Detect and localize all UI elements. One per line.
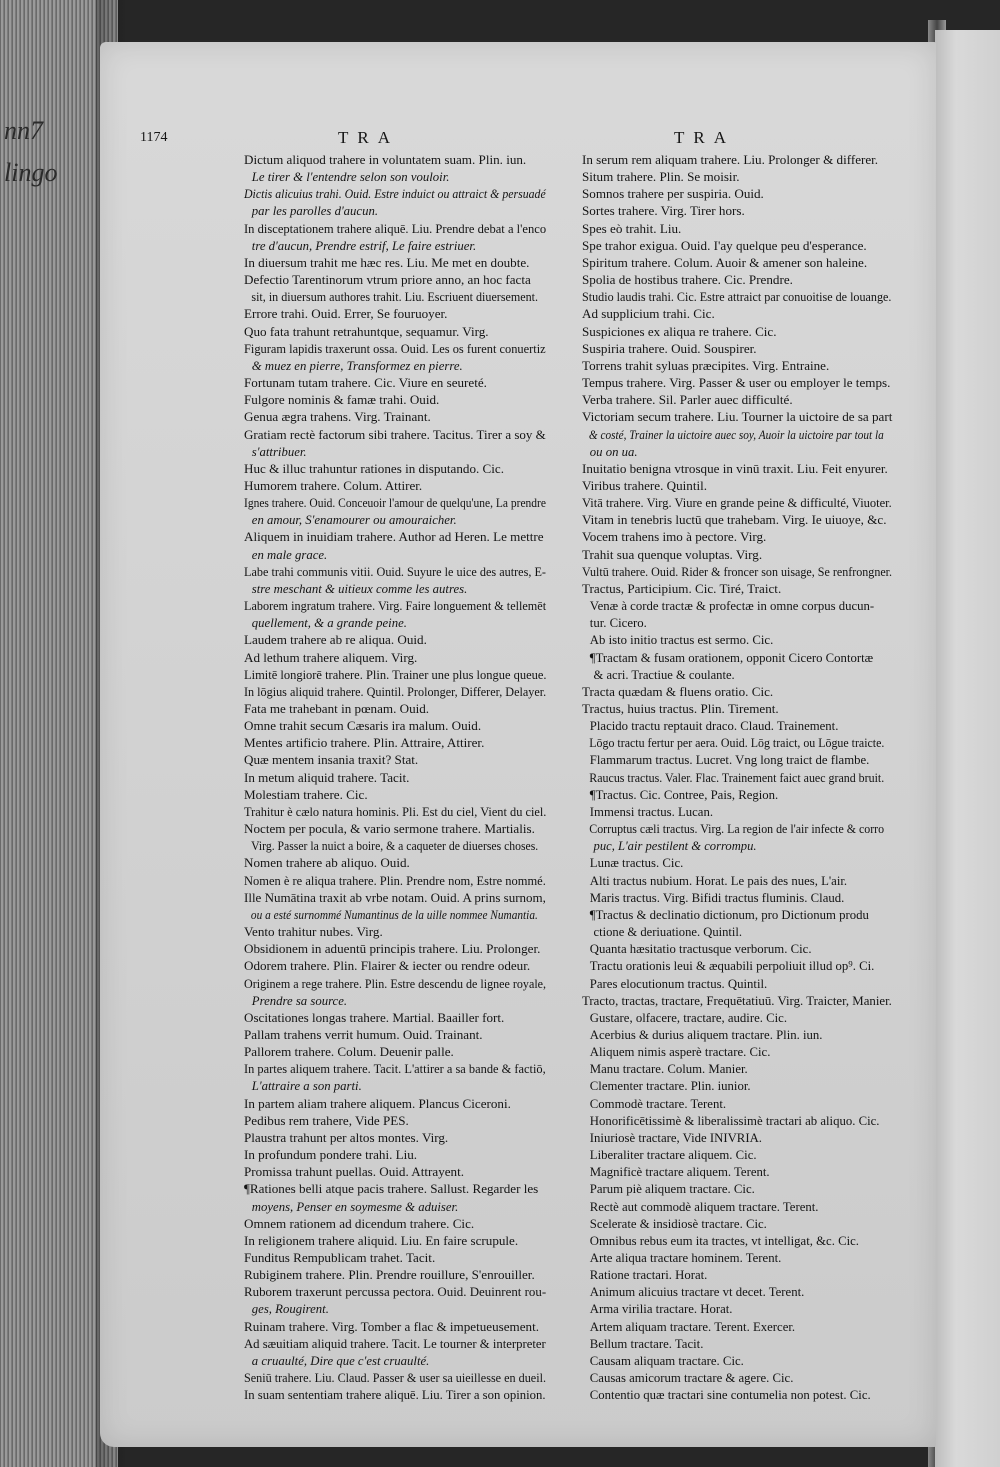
dictionary-line: Nomen trahere ab aliquo. Ouid. <box>244 855 410 871</box>
dictionary-line: Alti tractus nubium. Horat. Le pais des nues, L'air. <box>589 872 848 888</box>
dictionary-line: Iniuriosè tractare, Vide INIVRIA. <box>589 1129 762 1145</box>
header-left-keyword: TRA <box>338 128 399 147</box>
dictionary-line: ou a esté surnommé Numantinus de la uille nommee Numantia. <box>250 906 538 922</box>
dictionary-line: Magnificè tractare aliquem. Terent. <box>589 1164 770 1180</box>
dictionary-line: Maris tractus. Virg. Bifidi tractus fluminis. Claud. <box>589 889 845 905</box>
dictionary-line: Sortes trahere. Virg. Tirer hors. <box>582 203 745 219</box>
dictionary-line: stre meschant & uitieux comme les autres. <box>251 580 468 596</box>
dictionary-line: In profundum pondere trahi. Liu. <box>244 1147 418 1163</box>
dictionary-line: Vitā trahere. Virg. Viure en grande peine & difficulté, Viuoter. <box>582 495 892 511</box>
dictionary-line: ges, Rougirent. <box>251 1301 329 1317</box>
dictionary-line: Laborem ingratum trahere. Virg. Faire longuement & tellemēt <box>244 598 547 614</box>
dictionary-line: Suspiria trahere. Ouid. Souspirer. <box>582 340 757 356</box>
dictionary-line: Aliquem in inuidiam trahere. Author ad Heren. Le mettre <box>244 529 544 545</box>
dictionary-line: Arma virilia tractare. Horat. <box>589 1301 733 1317</box>
dictionary-line: Placido tractu reptauit draco. Claud. Trainement. <box>589 718 839 734</box>
dictionary-line: Fata me trahebant in pœnam. Ouid. <box>244 701 430 716</box>
dictionary-line: ou on ua. <box>589 443 638 459</box>
dictionary-line: Honorificētissimè & liberalissimè tractari ab aliquo. Cic. <box>589 1112 880 1128</box>
dictionary-line: Limitē longiorē trahere. Plin. Trainer une plus longue queue. <box>244 666 547 682</box>
dictionary-line: a cruaulté, Dire que c'est cruaulté. <box>251 1352 430 1368</box>
dictionary-line: tre d'aucun, Prendre estrif, Le faire estriuer. <box>251 237 477 253</box>
dictionary-line: ¶Tractam & fusam orationem, opponit Cicero Contortæ <box>589 649 874 665</box>
dictionary-line: Animum alicuius tractare vt decet. Terent. <box>589 1284 805 1300</box>
dictionary-line: Causam aliquam tractare. Cic. <box>589 1352 744 1368</box>
dictionary-line: Quanta hæsitatio tractusque verborum. Cic. <box>589 941 812 957</box>
dictionary-line: Flammarum tractus. Lucret. Vng long traict de flambe. <box>589 752 870 768</box>
dictionary-line: Venæ à corde tractæ & profectæ in omne corpus ducun- <box>589 598 875 614</box>
dictionary-line: Liberaliter tractare aliquem. Cic. <box>589 1147 757 1163</box>
dictionary-line: en male grace. <box>251 546 328 562</box>
dictionary-line: Artem aliquam tractare. Terent. Exercer. <box>589 1318 796 1334</box>
dictionary-line: Ad supplicium trahi. Cic. <box>582 306 715 322</box>
dictionary-line: tur. Cicero. <box>589 615 647 631</box>
dictionary-line: Aliquem nimis asperè tractare. Cic. <box>589 1044 771 1060</box>
dictionary-line: Nomen è re aliqua trahere. Plin. Prendre nom, Estre nommé. <box>244 872 546 888</box>
dictionary-line: Errore trahi. Ouid. Errer, Se fouruoyer. <box>244 306 448 322</box>
dictionary-line: Promissa trahunt puellas. Ouid. Attrayent. <box>244 1164 465 1180</box>
dictionary-line: Gratiam rectè factorum sibi trahere. Tacitus. Tirer a soy & <box>244 426 546 442</box>
dictionary-line: Omnem rationem ad dicendum trahere. Cic. <box>244 1215 475 1231</box>
dictionary-line: Plaustra trahunt per altos montes. Virg. <box>244 1129 449 1145</box>
dictionary-line: Lunæ tractus. Cic. <box>589 855 684 871</box>
header-right-keyword: TRA <box>674 128 735 147</box>
dictionary-line: In religionem trahere aliquid. Liu. En faire scrupule. <box>244 1232 519 1248</box>
dictionary-line: Dictum aliquod trahere in voluntatem suam. Plin. iun. <box>244 152 527 167</box>
dictionary-line: & acri. Tractiue & coulante. <box>593 666 735 682</box>
dictionary-line: Vitam in tenebris luctū que trahebam. Virg. Ie uiuoye, &c. <box>582 512 887 528</box>
dictionary-line: & muez en pierre, Transformez en pierre. <box>251 357 463 373</box>
dictionary-line: Huc & illuc trahuntur rationes in disputando. Cic. <box>244 460 505 476</box>
dictionary-line: In diuersum trahit me hæc res. Liu. Me met en doubte. <box>244 254 530 270</box>
dictionary-line: In metum aliquid trahere. Tacit. <box>244 769 410 785</box>
dictionary-line: Spolia de hostibus trahere. Cic. Prendre. <box>582 272 793 288</box>
dictionary-line: Tracto, tractas, tractare, Frequētatiuū. Virg. Traicter, Manier. <box>582 992 892 1008</box>
dictionary-line: s'attribuer. <box>251 443 307 459</box>
dictionary-line: Quæ mentem insania traxit? Stat. <box>244 752 419 768</box>
dictionary-line: Verba trahere. Sil. Parler auec difficulté. <box>582 392 793 408</box>
dictionary-line: Victoriam secum trahere. Liu. Tourner la uictoire de sa part <box>582 409 893 425</box>
dictionary-line: Ignes trahere. Ouid. Conceuoir l'amour de quelqu'une, La prendre <box>244 495 546 511</box>
running-header <box>140 130 900 152</box>
margin-note-line: lingo <box>4 158 58 187</box>
dictionary-line: Vento trahitur nubes. Virg. <box>244 924 383 940</box>
dictionary-line: Pallorem trahere. Colum. Deuenir palle. <box>244 1044 454 1060</box>
dictionary-line: Seniū trahere. Liu. Claud. Passer & user sa uieillesse en dueil. <box>244 1370 547 1386</box>
dictionary-line: Contentio quæ tractari sine contumelia non potest. Cic. <box>589 1387 871 1403</box>
dictionary-line: In lōgius aliquid trahere. Quintil. Prolonger, Differer, Delayer. <box>244 683 547 699</box>
dictionary-line: en amour, S'enamourer ou amouraicher. <box>251 512 457 528</box>
dictionary-line: Lōgo tractu fertur per aera. Ouid. Lōg traict, ou Lōgue traicte. <box>589 735 885 751</box>
dictionary-line: Viribus trahere. Quintil. <box>582 477 708 493</box>
dictionary-line: Ille Numātina traxit ab vrbe notam. Ouid. A prins surnom, <box>244 889 546 905</box>
dictionary-line: Pedibus rem trahere, Vide PES. <box>244 1112 409 1128</box>
facing-page-edge <box>935 30 1000 1467</box>
dictionary-line: Manu tractare. Colum. Manier. <box>589 1061 748 1077</box>
dictionary-line: ¶Tractus. Cic. Contree, Pais, Region. <box>589 786 779 802</box>
dictionary-line: Parum piè aliquem tractare. Cic. <box>589 1181 755 1197</box>
dictionary-line: Fortunam tutam trahere. Cic. Viure en seureté. <box>244 375 487 391</box>
dictionary-line: Causas amicorum tractare & agere. Cic. <box>589 1370 794 1386</box>
dictionary-line: Tractu orationis leui & æquabili perpoliuit illud op⁹. Ci. <box>589 958 875 974</box>
dictionary-line: Pallam trahens verrit humum. Ouid. Trainant. <box>244 1026 483 1042</box>
dictionary-line: Rectè aut commodè aliquem tractare. Terent. <box>589 1198 819 1214</box>
dictionary-line: ctione & deriuatione. Quintil. <box>593 924 743 940</box>
dictionary-line: Prendre sa source. <box>251 992 348 1008</box>
dictionary-line: Genua ægra trahens. Virg. Trainant. <box>244 409 431 425</box>
dictionary-line: Arte aliqua tractare hominem. Terent. <box>589 1250 782 1265</box>
dictionary-line: Bellum tractare. Tacit. <box>589 1335 704 1351</box>
dictionary-line: Ab isto initio tractus est sermo. Cic. <box>589 632 774 648</box>
dictionary-line: Figuram lapidis traxerunt ossa. Ouid. Les os furent conuertiz <box>244 340 546 356</box>
dictionary-line: Odorem trahere. Plin. Flairer & iecter ou rendre odeur. <box>244 958 531 974</box>
dictionary-line: ¶Rationes belli atque pacis trahere. Sallust. Regarder les <box>244 1181 539 1197</box>
dictionary-line: Ad sæuitiam aliquid trahere. Tacit. Le tourner & interpreter <box>244 1335 546 1351</box>
page-number: 1174 <box>140 130 168 145</box>
dictionary-line: Obsidionem in aduentū principis trahere. Liu. Prolonger. <box>244 941 541 957</box>
dictionary-line: sit, in diuersum authores trahit. Liu. Escriuent diuersement. <box>251 289 539 305</box>
dictionary-line: Defectio Tarentinorum vtrum priore anno, an hoc facta <box>244 272 531 288</box>
dictionary-line: Fulgore nominis & famæ trahi. Ouid. <box>244 392 440 408</box>
dictionary-line: Scelerate & insidiosè tractare. Cic. <box>589 1215 767 1231</box>
dictionary-line: Inuitatio benigna vtrosque in vinū traxit. Liu. Feit enyurer. <box>582 460 888 476</box>
dictionary-line: Tractus, huius tractus. Plin. Tirement. <box>582 701 779 716</box>
dictionary-line: Oscitationes longas trahere. Martial. Baailler fort. <box>244 1009 505 1025</box>
dictionary-line: Tractus, Participium. Cic. Tiré, Traict. <box>582 580 782 596</box>
dictionary-line: par les parolles d'aucun. <box>251 203 379 219</box>
dictionary-line: Vultū trahere. Ouid. Rider & froncer son uisage, Se renfrongner. <box>582 563 893 579</box>
dictionary-line: Suspiciones ex aliqua re trahere. Cic. <box>582 323 777 339</box>
left-text-column <box>244 151 546 1403</box>
dictionary-line: Originem a rege trahere. Plin. Estre descendu de lignee royale, <box>244 975 547 991</box>
dictionary-line: Torrens trahit syluas præcipites. Virg. Entraine. <box>582 357 830 373</box>
dictionary-line: puc, L'air pestilent & corrompu. <box>593 838 757 854</box>
dictionary-line: & costé, Trainer la uictoire auec soy, Auoir la uictoire par tout la <box>588 426 884 442</box>
dictionary-line: Noctem per pocula, & vario sermone trahere. Martialis. <box>244 821 535 837</box>
dictionary-line: Rubiginem trahere. Plin. Prendre rouillure, S'enrouiller. <box>244 1267 535 1283</box>
dictionary-line: Corruptus cæli tractus. Virg. La region de l'air infecte & corro <box>589 821 885 837</box>
dictionary-line: In suam sententiam trahere aliquē. Liu. Tirer a son opinion. <box>244 1387 546 1403</box>
dictionary-line: Ad lethum trahere aliquem. Virg. <box>244 649 418 665</box>
dictionary-line: Omne trahit secum Cæsaris ira malum. Ouid. <box>244 718 482 734</box>
dictionary-line: Molestiam trahere. Cic. <box>244 786 368 802</box>
dictionary-line: Virg. Passer la nuict a boire, & a caqueter de diuerses choses. <box>251 838 539 854</box>
dictionary-line: Quo fata trahunt retrahuntque, sequamur. Virg. <box>244 323 489 339</box>
dictionary-line: Funditus Rempublicam trahet. Tacit. <box>244 1250 436 1265</box>
dictionary-line: Dictis alicuius trahi. Ouid. Estre induict ou attraict & persuadé <box>244 186 546 202</box>
dictionary-line: Situm trahere. Plin. Se moisir. <box>582 169 740 185</box>
right-text-column <box>582 151 892 1403</box>
dictionary-line: Studio laudis trahi. Cic. Estre attraict par conuoitise de louange. <box>582 289 892 305</box>
margin-handwriting <box>4 110 58 194</box>
dictionary-line: Gustare, olfacere, tractare, audire. Cic. <box>589 1009 788 1025</box>
dictionary-line: Laudem trahere ab re aliqua. Ouid. <box>244 632 427 648</box>
dictionary-line: moyens, Penser en soymesme & aduiser. <box>251 1198 459 1214</box>
dictionary-line: Humorem trahere. Colum. Attirer. <box>244 477 423 493</box>
margin-note-line: nn7 <box>4 116 43 145</box>
dictionary-line: Immensi tractus. Lucan. <box>589 803 714 819</box>
dictionary-line: ¶Tractus & declinatio dictionum, pro Dictionum produ <box>589 906 869 922</box>
dictionary-line: Omnibus rebus eum ita tractes, vt intelligat, &c. Cic. <box>589 1232 859 1248</box>
dictionary-line: In partem aliam trahere aliquem. Plancus Ciceroni. <box>244 1095 511 1111</box>
dictionary-line: Acerbius & durius aliquem tractare. Plin. iun. <box>589 1026 823 1042</box>
dictionary-line: Raucus tractus. Valer. Flac. Trainement faict auec grand bruit. <box>589 769 885 785</box>
dictionary-line: Mentes artificio trahere. Plin. Attraire, Attirer. <box>244 735 485 751</box>
dictionary-line: Vocem trahens imo à pectore. Virg. <box>582 529 767 545</box>
dictionary-line: Labe trahi communis vitii. Ouid. Suyure le uice des autres, E- <box>244 563 546 579</box>
dictionary-line: Ruinam trahere. Virg. Tomber a flac & impetueusement. <box>244 1318 540 1334</box>
dictionary-line: Trahitur è cælo natura hominis. Pli. Est du ciel, Vient du ciel. <box>244 803 547 819</box>
dictionary-line: Ratione tractari. Horat. <box>589 1267 708 1283</box>
dictionary-line: Le tirer & l'entendre selon son vouloir. <box>251 169 450 185</box>
dictionary-line: L'attraire a son parti. <box>251 1078 362 1094</box>
dictionary-line: Ruborem traxerunt percussa pectora. Ouid. Deuinrent rou- <box>244 1284 547 1300</box>
dictionary-line: Commodè tractare. Terent. <box>589 1095 727 1111</box>
dictionary-line: Tempus trahere. Virg. Passer & user ou employer le temps. <box>582 375 891 391</box>
dictionary-line: In disceptationem trahere aliquē. Liu. Prendre debat a l'enco <box>244 220 547 236</box>
dictionary-line: In partes aliquem trahere. Tacit. L'attirer a sa bande & factiō, <box>244 1061 546 1077</box>
dictionary-line: Clementer tractare. Plin. iunior. <box>589 1078 751 1094</box>
dictionary-line: Pares elocutionum tractus. Quintil. <box>589 975 768 991</box>
dictionary-line: Trahit sua quenque voluptas. Virg. <box>582 546 763 562</box>
dictionary-line: Spe trahor exigua. Ouid. I'ay quelque peu d'esperance. <box>582 237 867 253</box>
dictionary-line: Spes eò trahit. Liu. <box>582 220 682 236</box>
dictionary-line: In serum rem aliquam trahere. Liu. Prolonger & differer. <box>582 152 879 167</box>
dictionary-line: Spiritum trahere. Colum. Auoir & amener son haleine. <box>582 254 868 270</box>
dictionary-line: quellement, & a grande peine. <box>251 615 407 631</box>
dictionary-line: Somnos trahere per suspiria. Ouid. <box>582 186 764 202</box>
dictionary-line: Tracta quædam & fluens oratio. Cic. <box>582 683 774 699</box>
